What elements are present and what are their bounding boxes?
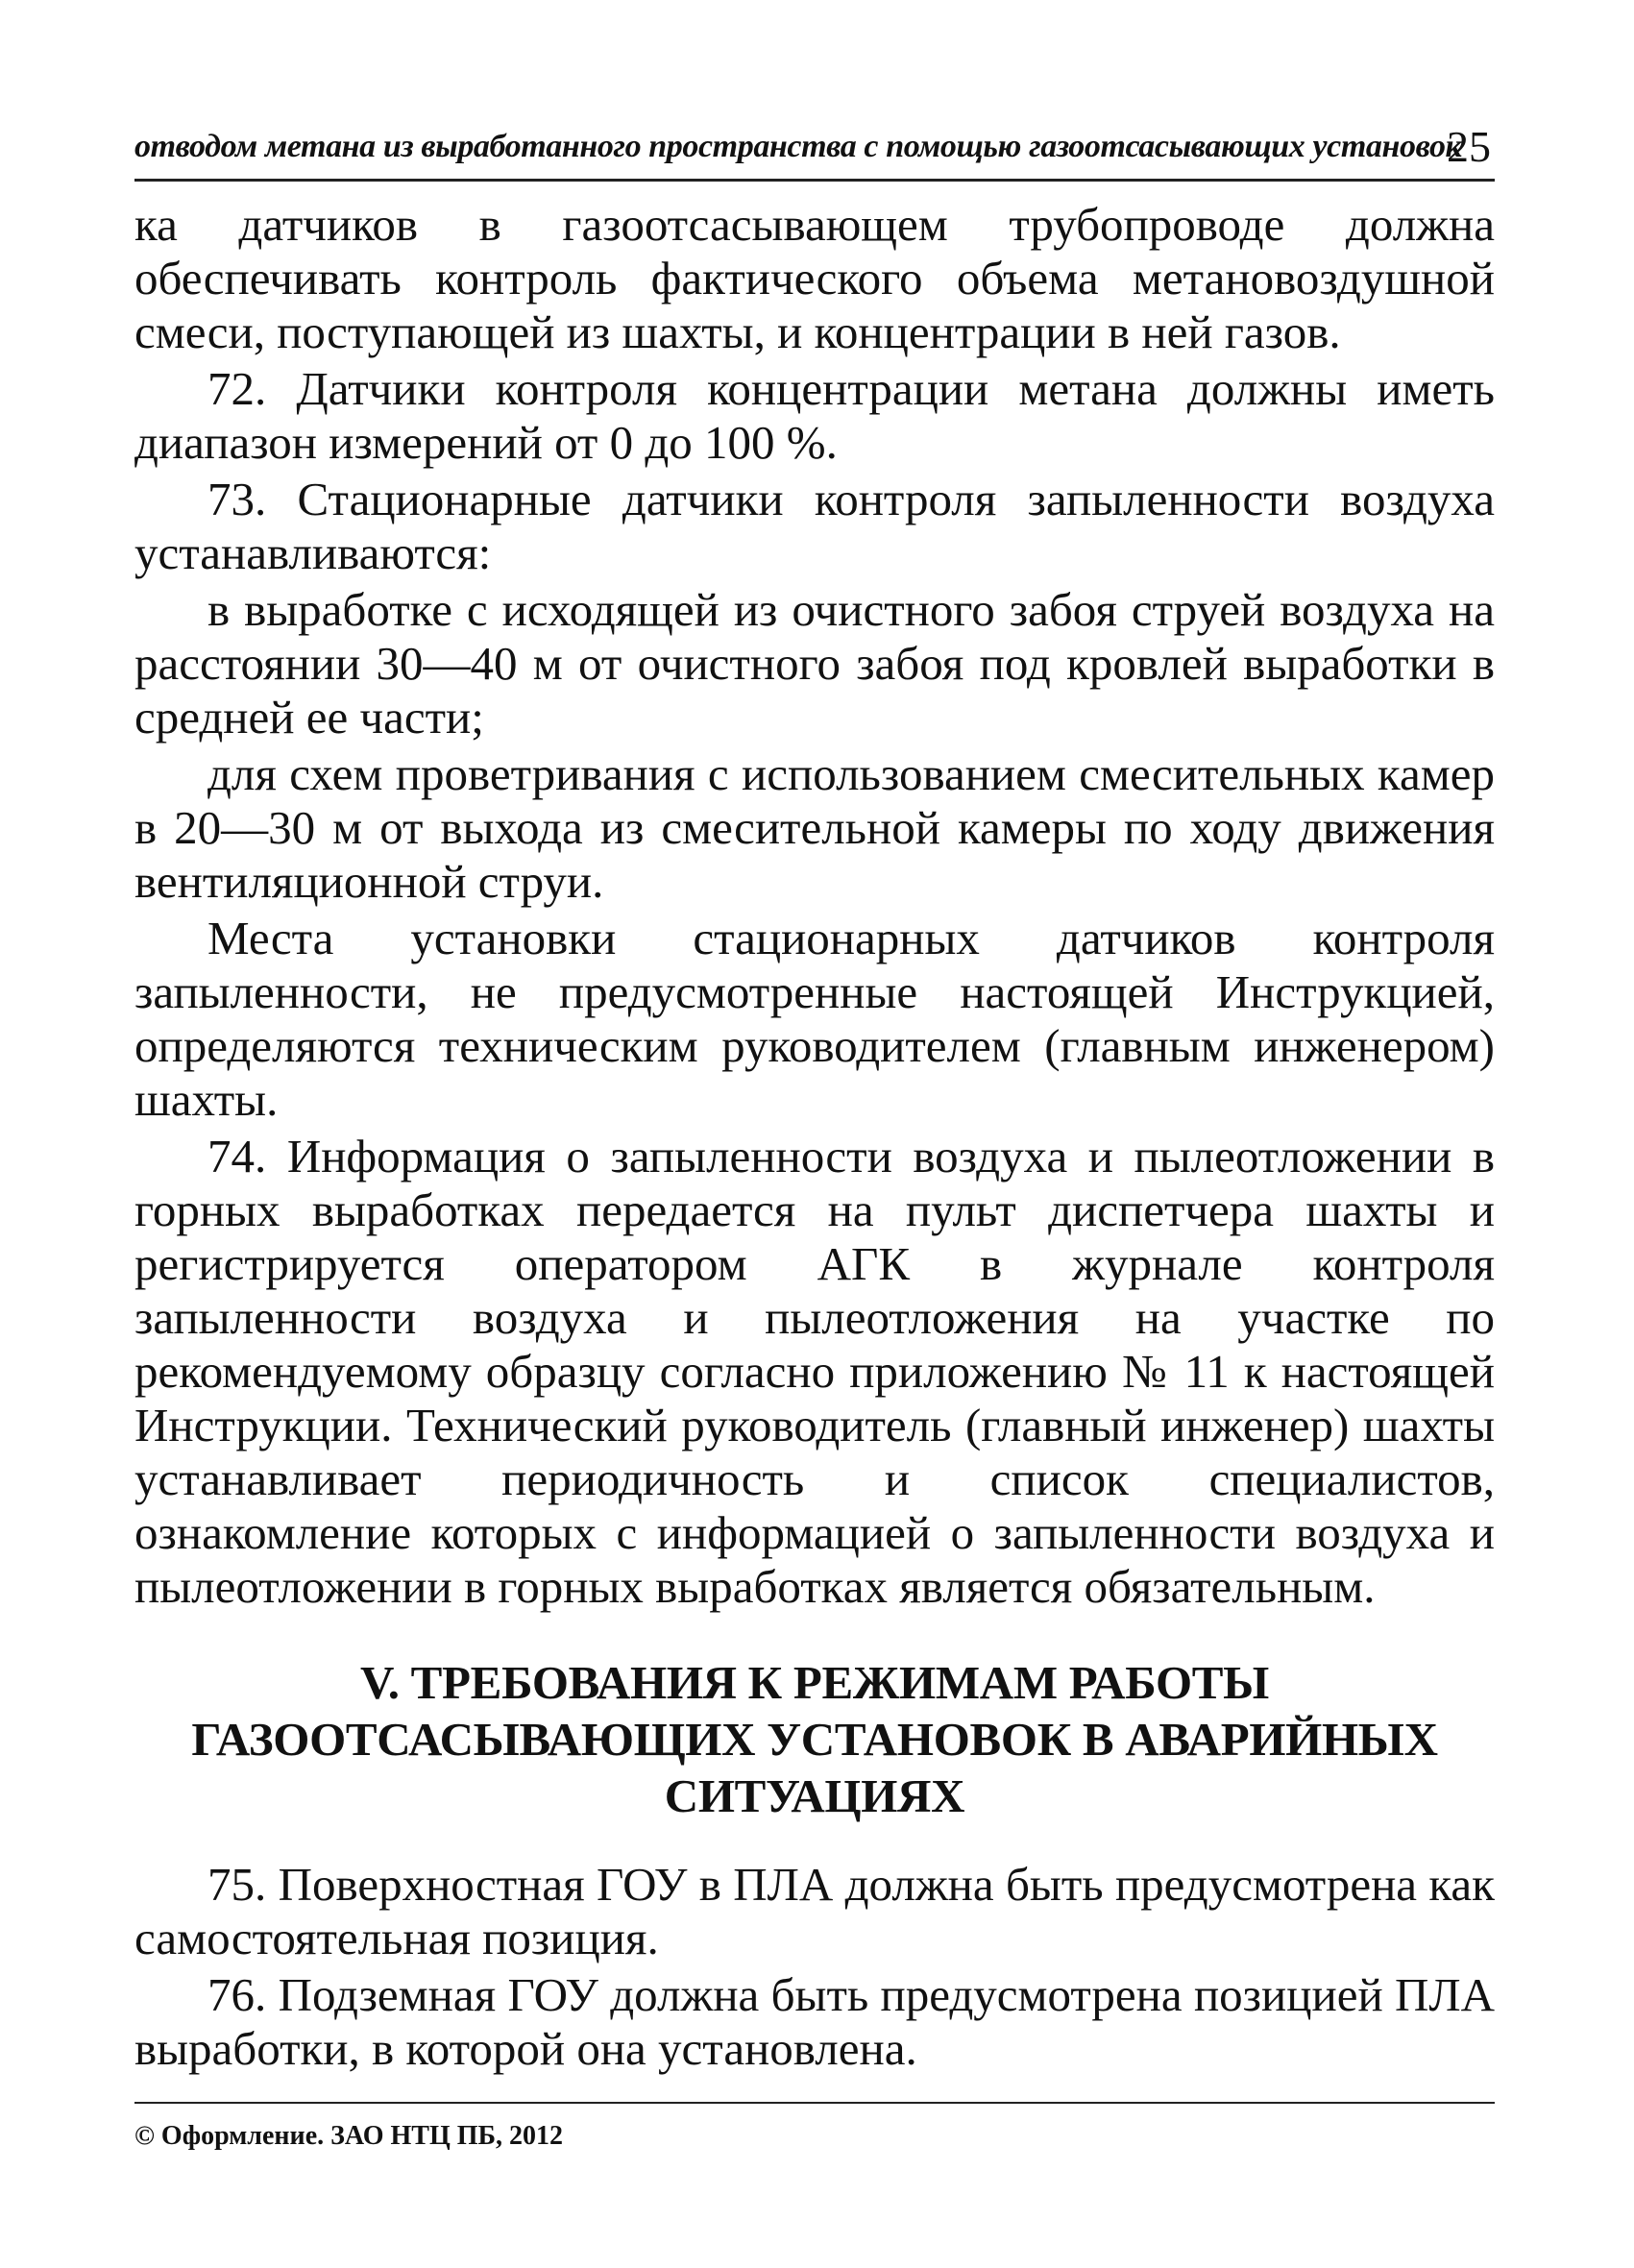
page-footer [134,2102,1495,2152]
running-title: отводом метана из выработанного пространства с помощью газоотсасывающих установок [134,129,1462,164]
page-number: 25 [1447,122,1491,171]
paragraph-73: 73. Стационарные датчики контроля запыленности воздуха устанавливаются: [134,473,1495,579]
paragraph-continued: ка датчиков в газоотсасывающем трубопроводе должна обеспечивать контроль фактического объема метановоздушной смеси, поступающей из шахты, и концентрации в ней газов. [134,198,1495,358]
section-body-text [134,1858,1495,2076]
copyright-notice: © Оформление. ЗАО НТЦ ПБ, 2012 [134,2121,564,2151]
body-text [134,198,1495,1614]
running-header [134,123,1495,182]
paragraph-73-item-2: для схем проветривания с использованием смесительных камер в 20—30 м от выхода из смесительной камеры по ходу движения вентиляционной струи. [134,747,1495,908]
paragraph-74: 74. Информация о запыленности воздуха и пылеотложении в горных выработках передается на пульт диспетчера шахты и регистрируется оператором АГК в журнале контроля запыленности воздуха и пылеотложения на участке по рекомендуемому образцу согласно приложению № 11 к настоящей Инструкции. Технический руководитель (главный инженер) шахты устанавливает периодичность и список специалистов, ознакомление которых с информацией о запыленности воздуха и пылеотложении в горных выработках является обязательным. [134,1130,1495,1613]
section-heading-line: V. ТРЕБОВАНИЯ К РЕЖИМАМ РАБОТЫ [360,1656,1269,1709]
section-heading-line: ГАЗООТСАСЫВАЮЩИХ УСТАНОВОК В АВАРИЙНЫХ [191,1713,1438,1766]
paragraph-76: 76. Подземная ГОУ должна быть предусмотрена позицией ПЛА выработки, в которой она установлена. [134,1968,1495,2075]
paragraph-sensor-locations: Места установки стационарных датчиков контроля запыленности, не предусмотренные настоящей Инструкцией, определяются техническим руководителем (главным инженером) шахты. [134,912,1495,1126]
paragraph-75: 75. Поверхностная ГОУ в ПЛА должна быть предусмотрена как самостоятельная позиция. [134,1858,1495,1964]
paragraph-73-item-1: в выработке с исходящей из очистного забоя струей воздуха на расстоянии 30—40 м от очистного забоя под кровлей выработки в средней ее части; [134,583,1495,744]
paragraph-72: 72. Датчики контроля концентрации метана должны иметь диапазон измерений от 0 до 100 %. [134,362,1495,469]
section-heading-line: СИТУАЦИЯХ [664,1769,965,1822]
section-heading [134,1654,1495,1824]
